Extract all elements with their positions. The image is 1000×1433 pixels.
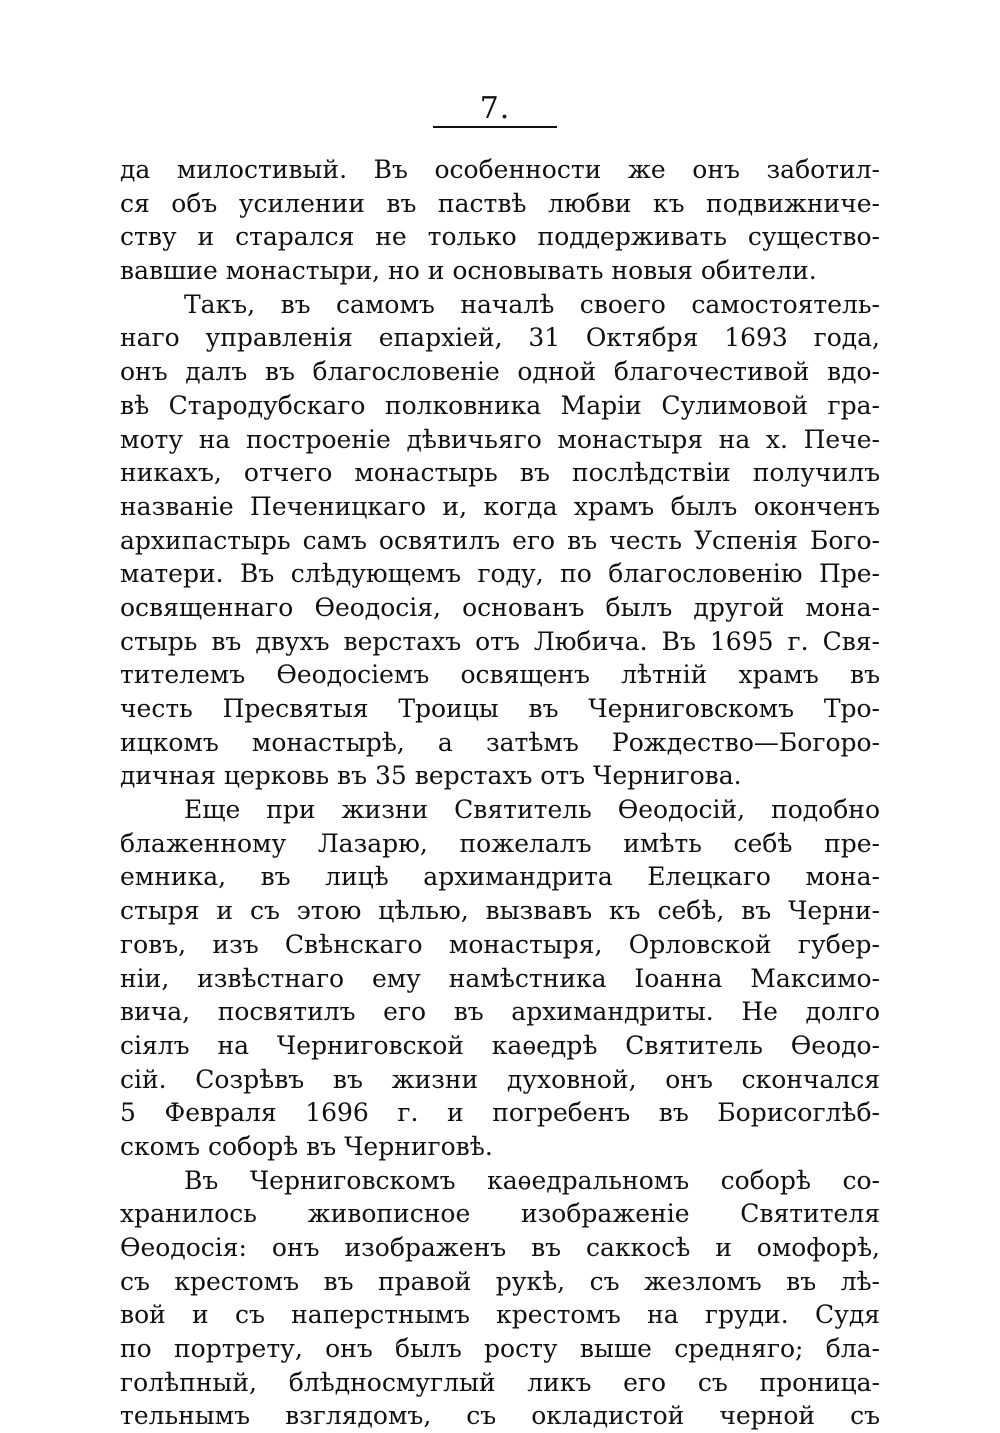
text-line: тителемъ Ѳеодосіемъ освященъ лѣтній храмъ въ: [120, 660, 880, 690]
text-line: Ѳеодосія: онъ изображенъ въ саккосѣ и омофорѣ,: [120, 1233, 880, 1262]
text-line: скомъ соборѣ въ Черниговѣ.: [120, 1131, 493, 1161]
text-line: да милостивый. Въ особенности же онъ заботил-: [120, 155, 880, 184]
text-line: съ крестомъ въ правой рукѣ, съ жезломъ въ лѣ-: [120, 1266, 880, 1296]
paragraph: [120, 1164, 880, 1433]
text-line: стырь въ двухъ верстахъ отъ Любича. Въ 1695 г. Свя-: [120, 626, 880, 656]
text-line: хранилось живописное изображеніе Святителя: [120, 1199, 880, 1229]
text-line: моту на построеніе дѣвичьяго монастыря на х. Пече-: [120, 424, 880, 454]
text-line: Такъ, въ самомъ началѣ своего самостоятель-: [184, 289, 880, 319]
text-line: ицкомъ монастырѣ, а затѣмъ Рождество—Богоро-: [120, 727, 880, 757]
text-line: онъ далъ въ благословеніе одной благочестивой вдо-: [120, 357, 880, 387]
text-line: блаженному Лазарю, пожелалъ имѣть себѣ пре-: [120, 828, 880, 858]
text-line: Еще при жизни Святитель Ѳеодосій, подобно: [184, 795, 880, 825]
text-line: вавшие монастыри, но и основывать новыя обители.: [120, 256, 817, 286]
text-line: Въ Черниговскомъ каѳедральномъ соборѣ со-: [184, 1165, 880, 1195]
text-line: матери. Въ слѣдующемъ году, по благословенію Пре-: [120, 559, 880, 589]
text-line: ся объ усилении въ паствѣ любви къ подвижниче-: [120, 188, 880, 218]
text-line: 5 Февраля 1696 г. и погребенъ въ Борисоглѣб-: [120, 1098, 880, 1128]
text-line: ству и старался не только поддерживать существо-: [120, 222, 880, 252]
text-line: вѣ Стародубскаго полковника Маріи Сулимовой гра-: [120, 390, 880, 420]
paragraph: [120, 153, 880, 288]
header-rule: [433, 126, 557, 128]
text-line: емника, въ лицѣ архимандрита Елецкаго мона-: [120, 862, 880, 892]
text-line: архипастырь самъ освятилъ его въ честь Успенія Бого-: [120, 525, 880, 555]
text-line: освященнаго Ѳеодосія, основанъ былъ другой мона-: [120, 592, 880, 622]
page-number: 7.: [479, 91, 511, 126]
text-line: ніи, извѣстнаго ему намѣстника Іоанна Максимо-: [120, 963, 880, 993]
text-line: вича, посвятилъ его въ архимандриты. Не долго: [120, 997, 880, 1027]
text-line: сій. Созрѣвъ въ жизни духовной, онъ скончался: [120, 1064, 880, 1094]
text-line: наго управленія епархіей, 31 Октября 1693 года,: [120, 323, 880, 353]
paragraph: [120, 288, 880, 793]
page-header: [430, 92, 560, 128]
text-line: сіялъ на Черниговской каѳедрѣ Святитель Ѳеодо-: [120, 1030, 880, 1060]
text-line: названіе Печеницкаго и, когда храмъ былъ оконченъ: [120, 491, 880, 521]
text-line: дичная церковь въ 35 верстахъ отъ Чернигова.: [120, 761, 742, 791]
text-line: вой и съ наперстнымъ крестомъ на груди. Судя: [120, 1300, 880, 1330]
text-body: [120, 153, 880, 1433]
text-line: говъ, изъ Свѣнскаго монастыря, Орловской губер-: [120, 929, 880, 959]
text-line: тельнымъ взглядомъ, съ окладистой черной съ: [120, 1401, 880, 1431]
text-line: честь Пресвятыя Троицы въ Черниговскомъ Тро-: [120, 694, 880, 723]
text-line: стыря и съ этою цѣлью, вызвавъ къ себѣ, въ Черни-: [120, 896, 880, 926]
text-line: по портрету, онъ былъ росту выше средняго; бла-: [120, 1334, 880, 1364]
text-line: никахъ, отчего монастырь въ послѣдствіи получилъ: [120, 458, 880, 488]
paragraph: [120, 793, 880, 1164]
text-line: голѣпный, блѣдносмуглый ликъ его съ проница-: [120, 1367, 880, 1397]
